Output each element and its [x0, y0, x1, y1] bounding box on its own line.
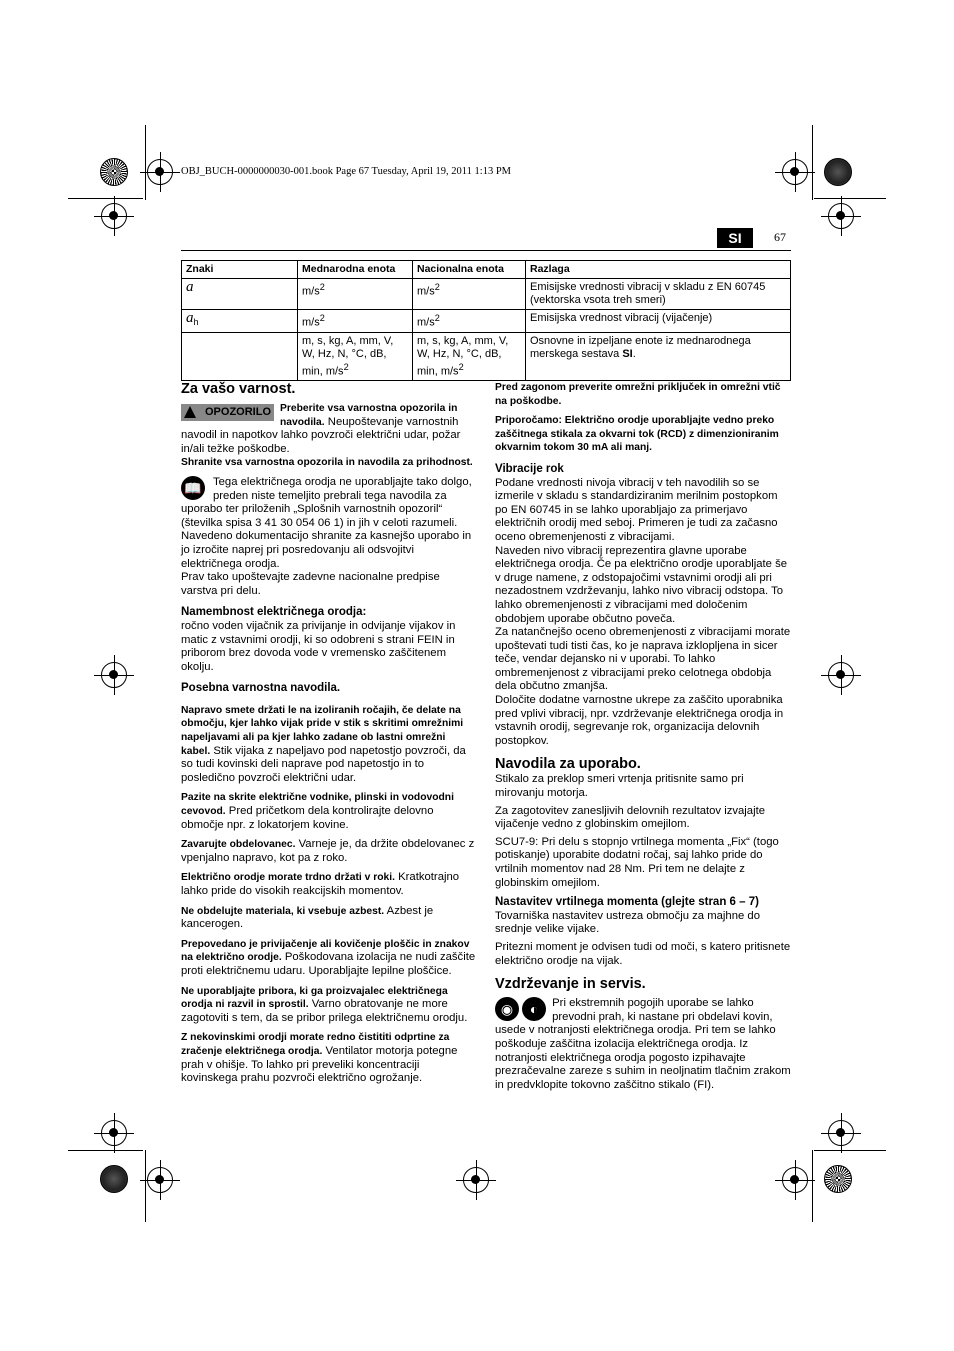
- header-rule: [181, 250, 791, 251]
- color-rosette: [100, 158, 128, 186]
- vibration-text: Za natančnejšo oceno obremenjenosti z vibracijami morate upoštevati tudi tisti čas, ko je naprava izklopljena in sicer teče, vendar dejansko ni v uporabi. To lahko ombremenjenost z vibracijami preko celotnega obdobja dela občutno zmanjša.: [495, 626, 791, 693]
- crop-mark: [68, 1150, 143, 1151]
- rule-text: Varneje je, da držite obdelovanec z vpenjalno napravo, kot pa z roko.: [181, 838, 475, 864]
- rule-bold: Ne uporabljajte pribora, ki ga proizvajalec električnega orodja ni razvil in sprostil.: [181, 985, 448, 1011]
- intl-unit: m/s: [302, 285, 320, 298]
- rule-text: Ventilator motorja potegne prah v ohišje. To lahko pri preveliki koncentraciji kovinskega prahu pozvroči električno ogrožanje.: [181, 1044, 458, 1085]
- rule-paragraph: [181, 838, 477, 865]
- intl-unit: m/s: [302, 316, 320, 329]
- registration-mark: [782, 159, 808, 185]
- purpose-text: ročno voden vijačnik za privijanje in odvijanje vijakov in matic z vstavnimi orodji, ki so odobreni s strani FEIN in priborom brez dovoda vode v vremensko zaščitenem okolju.: [181, 619, 456, 673]
- rule-text: Azbest je kancerogen.: [181, 904, 434, 931]
- maintenance-icons: [495, 997, 546, 1021]
- vibration-text: Določite dodatne varnostne ukrepe za zaščito uporabnika pred vplivi vibracij, npr. vzdrževanje električnega orodja in vstavnih orodij, segrevanje rok, organizacija delovnih postopkov.: [495, 694, 784, 747]
- column-header: Razlaga: [526, 261, 791, 279]
- description-cell: Emisijske vrednosti vibracij v skladu z EN 60745 (vektorska vsota treh smeri): [526, 279, 791, 310]
- rule-bold: Zavarujte obdelovanec.: [181, 839, 296, 851]
- rule-text: Varno obratovanje ne more zagotoviti s tem, da se pribor prilega električnemu orodju.: [181, 998, 468, 1024]
- language-badge: SI: [717, 228, 753, 248]
- rule-paragraph: [181, 938, 477, 979]
- national-text: Prav tako upoštevajte zadevne nacionalne predpise varstva pri delu.: [181, 571, 440, 597]
- registration-mark: [828, 662, 854, 688]
- crop-mark: [814, 198, 886, 199]
- torque-text: Tovarniška nastavitev ustreza območju za majhne do srednje velike vijake.: [495, 909, 760, 936]
- rule-text: Kratkotrajno lahko pride do visokih reakcijskih momentov.: [181, 871, 460, 897]
- eye-protection-icon: ◉: [495, 997, 519, 1021]
- warning-text: Neupoštevanje varnostnih navodil in napotkov lahko povzroči električni udar, požar in/ali težke poškodbe.: [181, 415, 461, 455]
- table-row: [182, 332, 791, 381]
- rule-paragraph: [181, 905, 477, 932]
- usage-text: SCU7-9: Pri delu s stopnjo vrtilnega momenta „Fix“ (togo potiskanje) uporabite dodatni ročaj, saj lahko pride do vrtilnih momentov nad 28 Nm. Pri tem ne delajte z globinskim omejilom.: [495, 835, 779, 889]
- rule-bold: Napravo smete držati le na izoliranih ročajih, če delate na območju, kjer lahko vijak pride v stik s skritimi omrežnimi napeljavami ali pa kjer lahko zadane ob lastni omrežni kabel.: [181, 704, 464, 757]
- warning-triangle-icon: [184, 406, 196, 418]
- section-title: Vzdrževanje in servis.: [495, 976, 646, 993]
- crop-mark: [68, 198, 143, 199]
- registration-mark: [463, 1167, 489, 1193]
- description-cell: Emisijska vrednost vibracij (vijačenje): [526, 310, 791, 333]
- vibration-text: Naveden nivo vibracij reprezentira glavne uporabe električnega orodja. Če pa električno orodje uporabljate še v druge namene, z odstopajočimi vstavnimi orodji ali pri nezadostnem vzdrževanju, lahko nivo vibracij odstopa. To lahko obremenjenosti z vibracijami med določenim obdobjem uporabe občutno poveča.: [495, 544, 788, 625]
- registration-mark: [101, 1120, 127, 1146]
- nat-unit-cell: [413, 279, 526, 310]
- registration-mark: [828, 1120, 854, 1146]
- rule-bold: Električno orodje morate trdno držati v roki.: [181, 872, 395, 884]
- symbol: a: [186, 279, 194, 295]
- nat-unit: m/s: [417, 285, 435, 298]
- registration-mark: [782, 1167, 808, 1193]
- warning-badge: [181, 404, 274, 421]
- symbol-cell: [182, 279, 298, 310]
- rule-bold: Z nekovinskimi orodji morate redno čistititi odprtine za zračenje električnega orodja.: [181, 1032, 450, 1057]
- description-bold: SI: [622, 347, 633, 360]
- maintenance-text: Pri ekstremnih pogojih uporabe se lahko prevodni prah, ki nastane pri obdelavi kovin, usede v notranjosti električnega orodja. Pri tem se lahko poškoduje zaščitna izolacija električnega orodja. Iz notranjosti električnega orodja pogosto izpihavajte prezračevalne zareze s suhim in neoljnatim tlačnim zrakom in predvklopite tokovno zaščitno stikalo (FI).: [495, 997, 791, 1091]
- subsection-title: Namembnost električnega orodja:: [181, 606, 367, 619]
- warning-bold: Preberite vsa varnostna opozorila in navodila.: [280, 403, 458, 428]
- usage-text: Stikalo za preklop smeri vrtenja pritisnite samo pri mirovanju motorja.: [495, 773, 744, 800]
- hearing-protection-icon: ◐: [522, 997, 546, 1021]
- exponent: 2: [458, 361, 464, 372]
- read-manual-icon: 📖: [181, 476, 205, 500]
- usage-text: Za zagotovitev zanesljivih delovnih rezultatov izvajajte vijačenje vedno z globinskim omejilom.: [495, 804, 766, 831]
- color-rosette: [100, 1165, 128, 1193]
- symbol-cell: [182, 310, 298, 333]
- table-row: [182, 310, 791, 333]
- column-header: Nacionalna enota: [413, 261, 526, 279]
- warning-label: OPOZORILO: [205, 406, 271, 418]
- intl-unit-cell: [298, 332, 413, 381]
- rule-text: Stik vijaka z napeljavo pod napetostjo povzroči, da so tudi kovinski deli naprave pod napetostjo in to posledično povzroči električni udar.: [181, 744, 466, 784]
- symbol: a: [186, 310, 194, 326]
- rule-paragraph: [181, 704, 477, 786]
- rcd-recommendation: Priporočamo: Električno orodje uporabljajte vedno preko zaščitnega stikala za okvarni tok (RCD) z dimenzioniranim okvarnim tokom 30 mA ali manj.: [495, 415, 779, 454]
- registration-mark: [147, 159, 173, 185]
- column-header: Mednarodna enota: [298, 261, 413, 279]
- nat-unit-cell: [413, 332, 526, 381]
- rule-text: Poškodovana izolacija ne nudi zaščite proti električnemu udaru. Uporabljajte lepilne ploščice.: [181, 951, 476, 977]
- subsection-title: Vibracije rok: [495, 462, 564, 475]
- exponent: 2: [434, 282, 440, 292]
- right-column: [495, 381, 791, 1092]
- rule-bold: Ne obdelujte materiala, ki vsebuje azbest.: [181, 905, 385, 917]
- rule-paragraph: [181, 871, 477, 898]
- document-info: OBJ_BUCH-0000000030-001.book Page 67 Tuesday, April 19, 2011 1:13 PM: [181, 166, 511, 177]
- rule-paragraph: [181, 985, 477, 1026]
- color-rosette: [824, 158, 852, 186]
- description-end: .: [632, 347, 636, 360]
- intl-unit-cell: [298, 279, 413, 310]
- color-rosette: [824, 1165, 852, 1193]
- section-title: Navodila za uporabo.: [495, 756, 641, 773]
- intl-unit-cell: [298, 310, 413, 333]
- crop-mark: [145, 1150, 146, 1222]
- section-title: Za vašo varnost.: [181, 381, 296, 397]
- subsection-title: Posebna varnostna navodila.: [181, 682, 341, 695]
- table-row: [182, 279, 791, 310]
- nat-unit-cell: [413, 310, 526, 333]
- warning-paragraph: [181, 402, 477, 456]
- rule-paragraph: [181, 791, 477, 832]
- symbol-cell: [182, 332, 298, 381]
- registration-mark: [101, 662, 127, 688]
- units-table: [181, 260, 791, 381]
- description-cell: [526, 332, 791, 381]
- book-text: Tega električnega orodja ne uporabljajte tako dolgo, preden niste temeljito prebrali tega navodila za uporabo ter priloženih „Splošnih varnostnih opozoril“ (številka spisa 3 41 30 054 06 1) in jih v celoti razumeli. Navedeno dokumentacijo shranite za kasnejšo uporabo in jo izročite naprej pri posredovanju ali odsvojitvi električnega orodja.: [181, 475, 472, 570]
- rule-text: Pred pričetkom dela kontrolirajte delovno območje npr. z lokatorjem kovine.: [181, 805, 434, 831]
- nat-unit: m, s, kg, A, mm, V, W, Hz, N, °C, dB, min, m/s: [417, 334, 509, 378]
- exponent: 2: [434, 313, 440, 323]
- registration-mark: [101, 203, 127, 229]
- rule-bold: Pazite na skrite električne vodnike, plinski in vodovodni cevovod.: [181, 792, 454, 818]
- subsection-title: Nastavitev vrtilnega momenta (glejte stran 6 – 7): [495, 896, 759, 909]
- check-plug-text: Pred zagonom preverite omrežni priključek in omrežni vtič na poškodbe.: [495, 382, 781, 407]
- symbol-subscript: h: [193, 317, 199, 328]
- left-column: [181, 381, 477, 1086]
- registration-mark: [147, 1167, 173, 1193]
- exponent: 2: [319, 313, 325, 323]
- torque-text: Pritezni moment je odvisen tudi od moči, s katero pritisnete električno orodje na vijak.: [495, 940, 791, 967]
- exponent: 2: [343, 361, 349, 372]
- crop-mark: [145, 125, 146, 200]
- exponent: 2: [319, 282, 325, 292]
- crop-mark: [814, 1150, 886, 1151]
- crop-mark: [812, 1150, 813, 1222]
- rule-bold: Prepovedano je privijačenje ali kovičenje ploščic in znakov na električno orodje.: [181, 938, 470, 964]
- maintenance-paragraph: [495, 997, 791, 1092]
- column-header: Znaki: [182, 261, 298, 279]
- book-paragraph: [181, 476, 477, 571]
- table-header-row: [182, 261, 791, 279]
- crop-mark: [812, 125, 813, 200]
- intl-unit: m, s, kg, A, mm, V, W, Hz, N, °C, dB, min, m/s: [302, 334, 394, 378]
- vibration-text: Podane vrednosti nivoja vibracij v teh navodilih so se izmerile v skladu s standardiziranim merilnim postopkom po EN 60745 in se lahko uporabljajo za primerjavo električnih orodij med seboj. Primeren je tudi za začasno oceno obremenjenosti z vibracijami.: [495, 476, 778, 543]
- description-text: Osnovne in izpeljane enote iz mednarodnega merskega sestava: [530, 334, 751, 360]
- keep-instructions: Shranite vsa varnostna opozorila in navodila za prihodnost.: [181, 457, 473, 469]
- registration-mark: [828, 203, 854, 229]
- page-number: 67: [774, 230, 786, 244]
- rule-paragraph: [181, 1031, 477, 1085]
- nat-unit: m/s: [417, 316, 435, 329]
